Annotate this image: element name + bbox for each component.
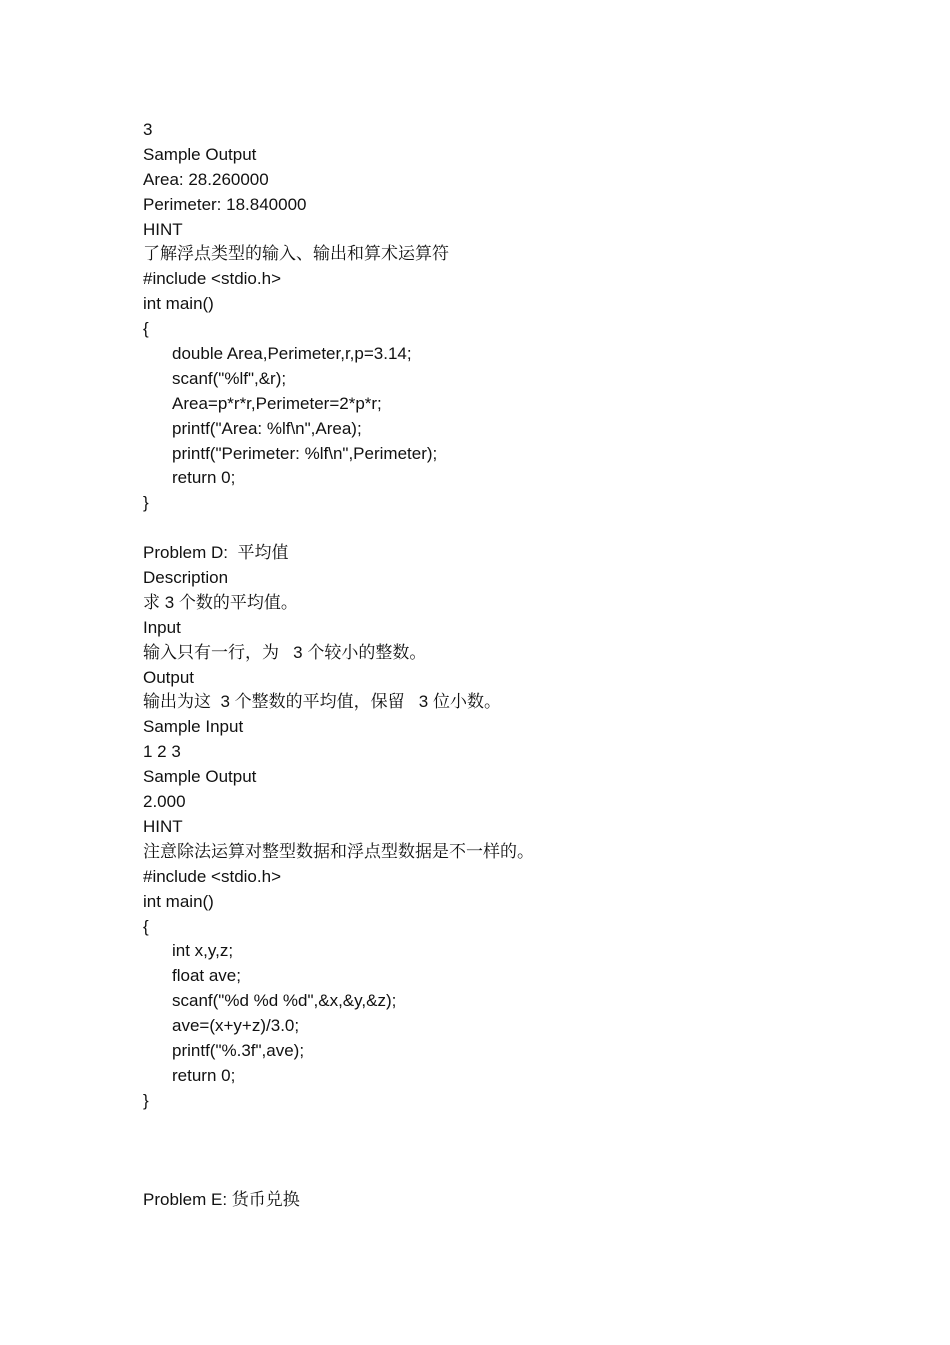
code-line: scanf("%d %d %d",&x,&y,&z);	[172, 991, 397, 1011]
code-open-brace: {	[143, 916, 149, 936]
code-line: return 0;	[172, 1065, 236, 1085]
code-line: printf("Perimeter: %lf\n",Perimeter);	[172, 443, 438, 463]
sample-output-line: Area: 28.260000	[143, 169, 269, 189]
code-line: ave=(x+y+z)/3.0;	[172, 1016, 300, 1036]
description-heading: Description	[143, 568, 229, 588]
problem-title: Problem D: 平均值	[143, 543, 289, 563]
code-line: double Area,Perimeter,r,p=3.14;	[172, 344, 412, 364]
hint-text: 注意除法运算对整型数据和浮点型数据是不一样的。	[143, 841, 534, 861]
code-line: int x,y,z;	[172, 941, 234, 961]
sample-output-value: 2.000	[143, 792, 186, 812]
code-line: printf("Area: %lf\n",Area);	[172, 418, 362, 438]
code-include: #include <stdio.h>	[143, 269, 281, 289]
code-open-brace: {	[143, 319, 149, 339]
spacer	[143, 516, 950, 541]
sample-input-value: 1 2 3	[143, 742, 181, 762]
problem-title: Problem E: 货币兑换	[143, 1190, 300, 1210]
code-main-signature: int main()	[143, 891, 214, 911]
code-line: printf("%.3f",ave);	[172, 1040, 305, 1060]
hint-heading: HINT	[143, 816, 183, 836]
output-heading: Output	[143, 667, 195, 687]
code-close-brace: }	[143, 493, 149, 513]
description-text: 求 3 个数的平均值。	[143, 592, 298, 612]
code-line: Area=p*r*r,Perimeter=2*p*r;	[172, 393, 382, 413]
hint-heading: HINT	[143, 219, 183, 239]
hint-text: 了解浮点类型的输入、输出和算术运算符	[143, 244, 449, 264]
code-include: #include <stdio.h>	[143, 866, 281, 886]
input-heading: Input	[143, 617, 181, 637]
output-text: 输出为这 3 个整数的平均值，保留 3 位小数。	[143, 692, 501, 712]
sample-output-line: Perimeter: 18.840000	[143, 194, 307, 214]
spacer	[143, 1114, 950, 1189]
sample-output-heading: Sample Output	[143, 144, 257, 164]
code-line: float ave;	[172, 966, 241, 986]
code-line: scanf("%lf",&r);	[172, 368, 287, 388]
code-close-brace: }	[143, 1090, 149, 1110]
sample-output-heading: Sample Output	[143, 767, 257, 787]
document-page	[143, 118, 950, 1213]
sample-input-heading: Sample Input	[143, 717, 244, 737]
code-main-signature: int main()	[143, 294, 214, 314]
input-text: 输入只有一行，为 3 个较小的整数。	[143, 642, 427, 662]
sample-input-value: 3	[143, 120, 153, 139]
code-line: return 0;	[172, 468, 236, 488]
